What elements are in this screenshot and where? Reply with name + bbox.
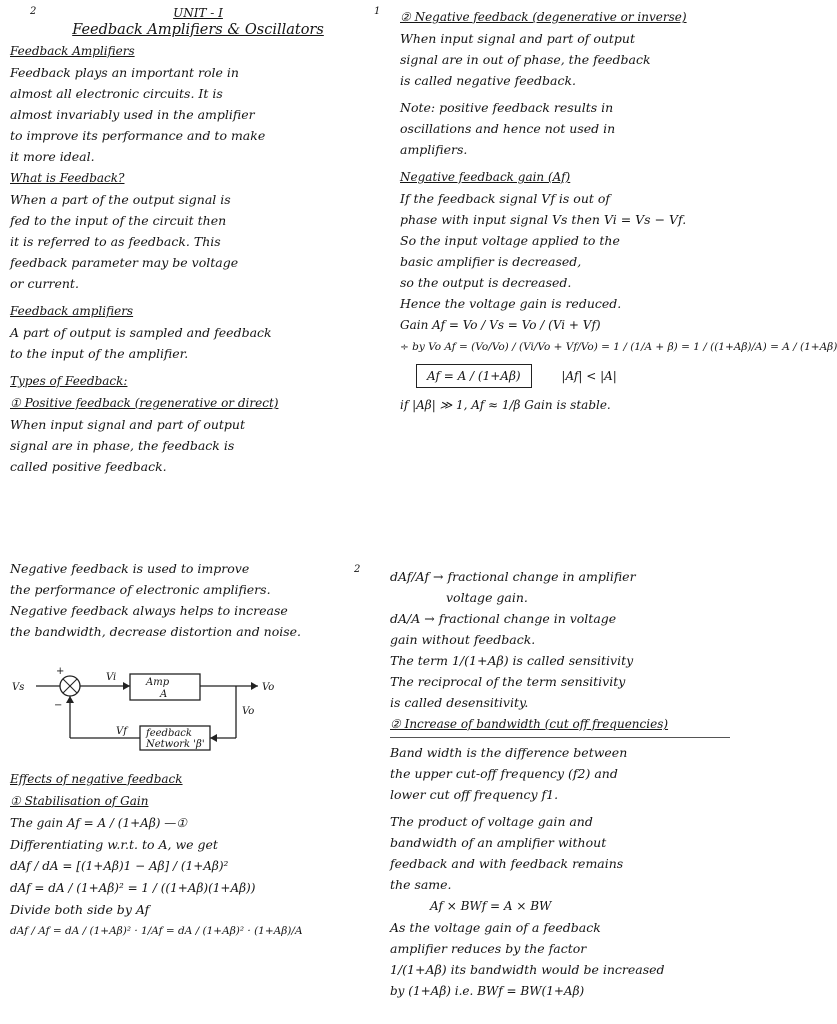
text-line: signal are in out of phase, the feedback bbox=[400, 52, 651, 67]
arrow-icon bbox=[123, 682, 130, 690]
note-line: amplifiers. bbox=[400, 142, 468, 157]
diagram-label: + bbox=[56, 666, 65, 677]
page-mark: 2 bbox=[30, 6, 37, 17]
diagram-label: Vo bbox=[262, 682, 275, 693]
section-heading: What is Feedback? bbox=[10, 171, 125, 185]
text-line: feedback and with feedback remains bbox=[390, 856, 624, 871]
text-line: Negative feedback is used to improve bbox=[10, 561, 250, 576]
section-heading: Types of Feedback: bbox=[10, 374, 128, 388]
text-line: the same. bbox=[390, 877, 452, 892]
text-line: or current. bbox=[10, 276, 79, 291]
section-heading: Feedback amplifiers bbox=[10, 304, 134, 318]
text-line: amplifier reduces by the factor bbox=[390, 941, 587, 956]
text-line: Divide both side by Af bbox=[10, 902, 150, 917]
equation: Gain Af = Vo / Vs = Vo / (Vi + Vf) bbox=[400, 318, 601, 332]
diagram-label: Vo bbox=[242, 706, 255, 717]
section-heading: Effects of negative feedback bbox=[10, 772, 183, 786]
text-line: to the input of the amplifier. bbox=[10, 346, 189, 361]
diagram-label: feedback bbox=[146, 728, 192, 739]
equation: by (1+Aβ) i.e. BWf = BW(1+Aβ) bbox=[390, 984, 585, 998]
diagram-label: Amp bbox=[146, 677, 170, 688]
equation: dAf = dA / (1+Aβ)² = 1 / ((1+Aβ)(1+Aβ)) bbox=[10, 881, 256, 895]
arrow-icon bbox=[66, 696, 74, 703]
equation: Af × BWf = A × BW bbox=[430, 899, 552, 913]
diagram-label: − bbox=[54, 700, 63, 711]
text-line: called positive feedback. bbox=[10, 459, 167, 474]
arrow-icon bbox=[251, 682, 258, 690]
text-line: signal are in phase, the feedback is bbox=[10, 438, 235, 453]
text-line: Hence the voltage gain is reduced. bbox=[400, 296, 622, 311]
notes-panel-bottom-left bbox=[10, 558, 386, 1020]
feedback-block-diagram bbox=[10, 652, 310, 762]
page-mark: 2 bbox=[354, 564, 361, 575]
text-line: gain without feedback. bbox=[390, 632, 536, 647]
text-line: fed to the input of the circuit then bbox=[10, 213, 227, 228]
text-line: dAf/Af → fractional change in amplifier bbox=[390, 569, 636, 584]
text-line: lower cut off frequency f1. bbox=[390, 787, 559, 802]
section-heading: ② Negative feedback (degenerative or inverse) bbox=[400, 10, 687, 24]
text-line: to improve its performance and to make bbox=[10, 128, 266, 143]
diagram-label: A bbox=[160, 689, 168, 700]
text-line: bandwidth of an amplifier without bbox=[390, 835, 607, 850]
text-line: it more ideal. bbox=[10, 149, 95, 164]
text-line: So the input voltage applied to the bbox=[400, 233, 620, 248]
text-line: As the voltage gain of a feedback bbox=[390, 920, 601, 935]
text-line: Differentiating w.r.t. to A, we get bbox=[10, 837, 218, 852]
unit-heading: UNIT - I bbox=[173, 6, 223, 20]
text-line: is called desensitivity. bbox=[390, 695, 529, 710]
notes-panel-bottom-right bbox=[390, 566, 762, 1022]
text-line: Band width is the difference between bbox=[390, 745, 628, 760]
text-line: Negative feedback always helps to increase bbox=[10, 603, 288, 618]
text-line: A part of output is sampled and feedback bbox=[10, 325, 272, 340]
text-line: is called negative feedback. bbox=[400, 73, 576, 88]
diagram-label: Network 'β' bbox=[146, 739, 205, 750]
arrow-icon bbox=[210, 734, 217, 742]
diagram-label: Vf bbox=[116, 726, 127, 737]
note-line: Note: positive feedback results in bbox=[400, 100, 614, 115]
equation: The gain Af = A / (1+Aβ) —① bbox=[10, 816, 188, 830]
text-line: basic amplifier is decreased, bbox=[400, 254, 582, 269]
text-line: When input signal and part of output bbox=[400, 31, 636, 46]
text-line: dA/A → fractional change in voltage bbox=[390, 611, 617, 626]
text-line: If the feedback signal Vf is out of bbox=[400, 191, 611, 206]
divider bbox=[390, 737, 730, 738]
note-line: oscillations and hence not used in bbox=[400, 121, 616, 136]
text-line: it is referred to as feedback. This bbox=[10, 234, 221, 249]
section-heading: ① Stabilisation of Gain bbox=[10, 794, 149, 808]
text-line: almost invariably used in the amplifier bbox=[10, 107, 255, 122]
page-title: Feedback Amplifiers & Oscillators bbox=[72, 22, 324, 38]
equation: ÷ by Vo Af = (Vo/Vo) / (Vi/Vo + Vf/Vo) = 1 / (1/A + β) = 1 / ((1+Aβ)/A) = A / (1+Aβ) bbox=[400, 341, 837, 353]
text-line: almost all electronic circuits. It is bbox=[10, 86, 223, 101]
section-heading: ② Increase of bandwidth (cut off frequencies) bbox=[390, 717, 669, 731]
text-line: The product of voltage gain and bbox=[390, 814, 593, 829]
section-heading: Negative feedback gain (Af) bbox=[400, 170, 571, 184]
equation: |Af| < |A| bbox=[561, 369, 617, 383]
text-line: feedback parameter may be voltage bbox=[10, 255, 239, 270]
section-heading: Feedback Amplifiers bbox=[10, 44, 135, 58]
section-heading: ① Positive feedback (regenerative or direct) bbox=[10, 396, 279, 410]
text-line: 1/(1+Aβ) its bandwidth would be increased bbox=[390, 962, 665, 977]
text-line: the performance of electronic amplifiers. bbox=[10, 582, 271, 597]
text-line: The term 1/(1+Aβ) is called sensitivity bbox=[390, 653, 634, 668]
text-line: voltage gain. bbox=[446, 590, 528, 605]
text-line: the upper cut-off frequency (f2) and bbox=[390, 766, 618, 781]
equation: if |Aβ| ≫ 1, Af ≈ 1/β Gain is stable. bbox=[400, 398, 611, 412]
notes-panel-top-left bbox=[10, 6, 386, 526]
notes-panel-top-right bbox=[400, 6, 837, 526]
equation: dAf / Af = dA / (1+Aβ)² · 1/Af = dA / (1+Aβ)² · (1+Aβ)/A bbox=[10, 925, 303, 937]
text-line: the bandwidth, decrease distortion and noise. bbox=[10, 624, 302, 639]
text-line: When a part of the output signal is bbox=[10, 192, 231, 207]
text-line: Feedback plays an important role in bbox=[10, 65, 239, 80]
page-mark: 1 bbox=[374, 6, 381, 17]
text-line: The reciprocal of the term sensitivity bbox=[390, 674, 626, 689]
text-line: phase with input signal Vs then Vi = Vs − Vf. bbox=[400, 212, 687, 227]
boxed-equation: Af = A / (1+Aβ) bbox=[416, 364, 532, 388]
diagram-label: Vi bbox=[106, 672, 117, 683]
text-line: so the output is decreased. bbox=[400, 275, 572, 290]
equation: dAf / dA = [(1+Aβ)1 − Aβ] / (1+Aβ)² bbox=[10, 859, 229, 873]
text-line: When input signal and part of output bbox=[10, 417, 246, 432]
diagram-label: Vs bbox=[12, 682, 25, 693]
